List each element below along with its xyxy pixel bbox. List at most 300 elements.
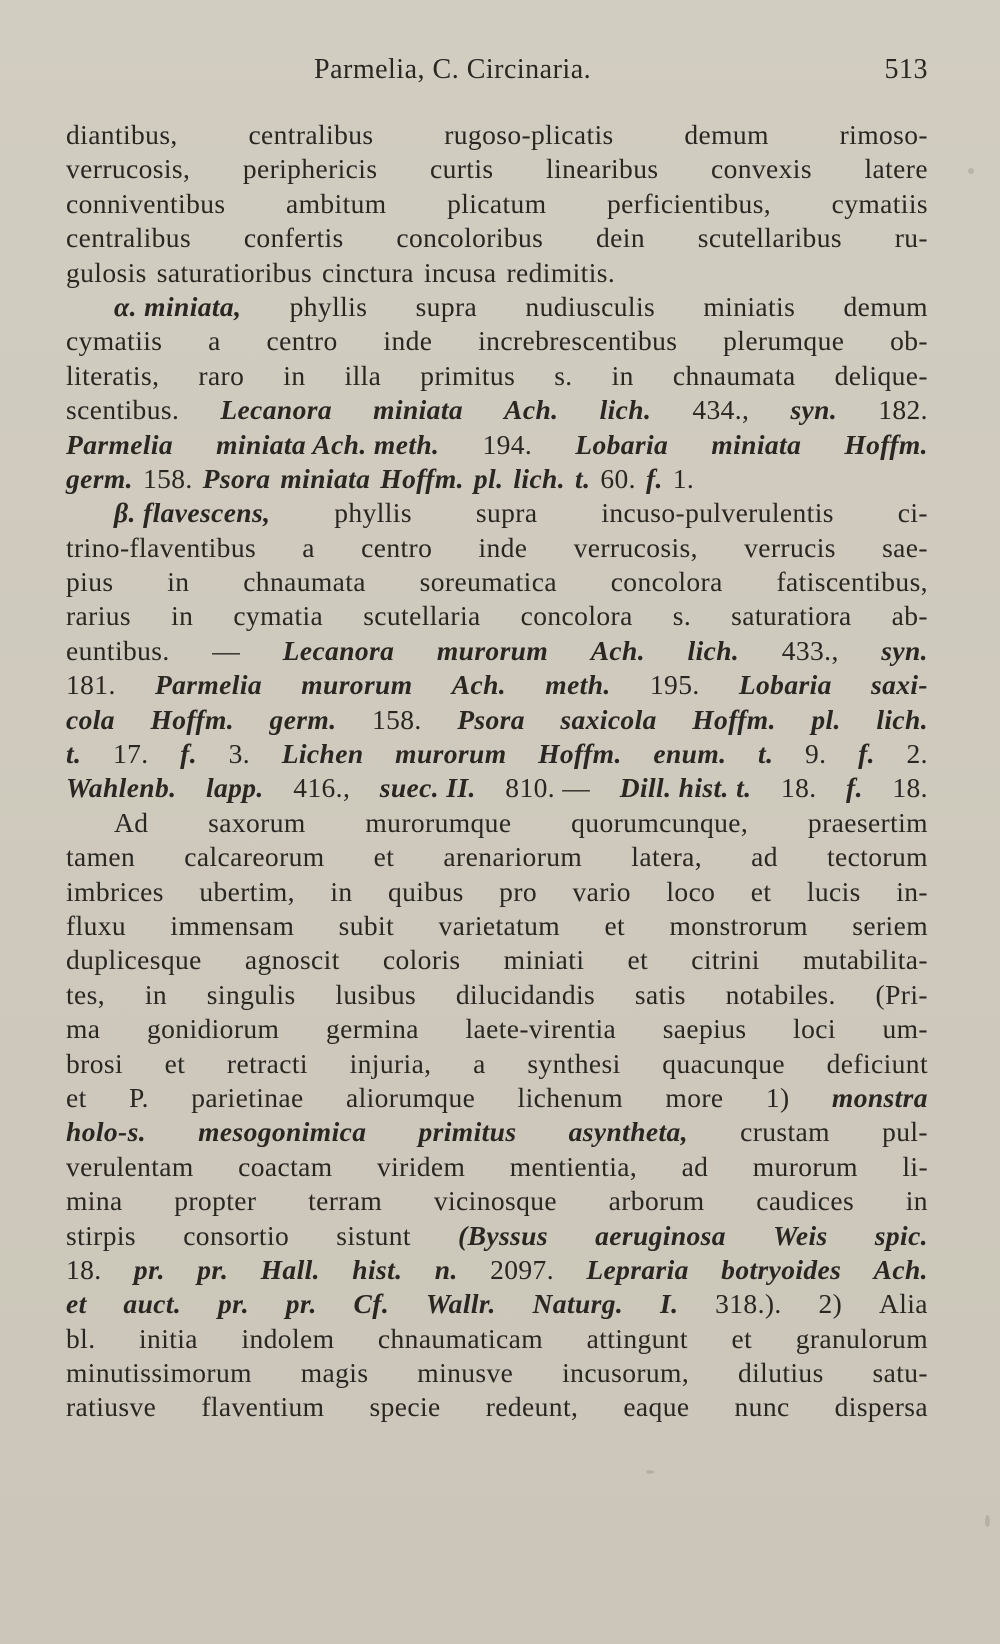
word: Lecanora [282,634,395,666]
word: in- [896,875,928,907]
word: citrini [691,944,760,976]
word: germina [325,1013,419,1045]
word: quacunque [662,1047,786,1079]
word: verrucosis, [66,153,191,185]
word: Hoffm. [150,703,235,735]
word: — [212,634,241,666]
word: 2) [818,1288,843,1320]
word: incusa [423,256,497,288]
word: vario [572,875,631,907]
word: primitus [418,1116,517,1148]
word: Weis [773,1219,828,1251]
word: Ach. [504,394,559,426]
word: convexis [710,153,812,185]
word: centro [361,531,433,563]
word: pl. [473,462,504,494]
word: tectorum [826,841,928,873]
word: Ach. [451,669,507,701]
word: I. [659,1288,679,1320]
word: t. [575,462,591,494]
word: et [66,1081,87,1113]
word: phyllis [334,497,412,529]
word: Psora [457,703,525,735]
word: in [283,359,306,391]
word: miniata [373,394,464,426]
word: scentibus. [66,394,180,426]
word: Hoffm. [844,428,928,460]
word: flaventium [201,1391,325,1423]
word: singulis [206,978,296,1010]
text-line [66,771,928,805]
word: sae- [882,531,928,563]
word: germ. [269,703,337,735]
text-line [66,290,928,324]
word: t. [758,738,774,770]
word: pr. [197,1253,229,1285]
text-line [66,634,928,668]
running-title: Parmelia, C. Circinaria. [314,54,592,85]
word: Wahlenb. [66,772,177,804]
word: et [731,1322,753,1354]
word: in [167,566,190,598]
text-line [66,152,928,186]
word: subit [338,909,395,941]
paper-spot [985,1515,990,1527]
text-line [66,978,928,1012]
word: specie [369,1391,441,1423]
word: aeruginosa [595,1219,726,1251]
text-line [66,1253,928,1287]
text-line [66,393,928,427]
word: quorumcunque, [571,806,749,838]
word: suec. II. [379,772,476,804]
word: delique- [834,359,928,391]
word: Hoffm. [538,738,622,770]
word: curtis [429,153,494,185]
word: in [611,359,634,391]
paper-spot [646,1470,654,1474]
word: retracti [226,1047,308,1079]
word: deficiunt [826,1047,928,1079]
text-line [66,324,928,358]
text-line [66,909,928,943]
word: lucis [806,875,861,907]
word: syn. [790,394,838,426]
word: satis [634,978,686,1010]
word: arborum [608,1185,705,1217]
word: dilucidandis [455,978,596,1010]
word: ma [66,1013,101,1045]
word: redimitis. [506,256,616,288]
text-line [66,1150,928,1184]
word: syn. [881,634,928,666]
word: Alia [878,1288,928,1320]
word: et [604,909,626,941]
word: holo-s. [66,1116,146,1148]
word: cymatiis [831,187,928,219]
text-line [66,737,928,771]
word: incusorum, [562,1357,690,1389]
word: plicatum [447,187,547,219]
word: rimoso- [839,119,928,150]
word: cinctura [322,256,414,288]
word: murorum [395,738,507,770]
word: pro [499,875,538,907]
word: in [144,978,168,1010]
word: 182. [878,394,928,426]
word: f. [645,462,663,494]
word: minusve [417,1357,514,1389]
word: in [330,875,353,907]
word: verrucosis, [573,531,698,563]
word: chnaumaticam [377,1322,544,1354]
word: literatis, [66,359,160,391]
word: viridem [376,1150,466,1182]
word: 2. [906,738,928,770]
word: 318.). [715,1288,782,1320]
word: coactam [238,1150,333,1182]
word: 810. — [505,772,591,804]
text-line [66,599,928,633]
word: ambitum [286,187,387,219]
text-line [66,1287,928,1321]
word: fluxu [66,909,127,941]
word: phyllis [289,290,368,322]
word: Lobaria [575,428,669,460]
running-header [66,50,928,94]
word: Parmelia [66,428,174,460]
word: lich. [687,634,740,666]
word: praesertim [807,806,928,838]
word: Wallr. [425,1288,496,1320]
text-line [66,1356,928,1390]
text-line [66,187,928,221]
word: brosi [66,1047,123,1079]
word: monstrorum [669,909,808,941]
word: plerumque [723,325,845,357]
word: miniatis [703,290,796,322]
word: lich. [513,462,566,494]
word: lich. [599,394,652,426]
word: murorumque [365,806,512,838]
word: crustam [740,1116,830,1148]
word: dispersa [834,1391,928,1423]
word: fatiscentibus, [776,566,928,598]
word: Hoffm. [692,703,776,735]
word: latere [864,153,928,185]
word: miniata Ach. meth. [216,428,440,460]
word: supra [475,497,538,529]
word: imbrices [66,875,164,907]
word: loco [666,875,716,907]
word: linearibus [546,153,659,185]
word: 194. [482,428,533,460]
word: scutellaria [363,600,481,632]
word: ad [681,1150,709,1182]
word: caudices [756,1185,855,1217]
word: nudiusculis [525,290,656,322]
word: concolora [610,566,723,598]
word: et [627,944,649,976]
word: mesogonimica [198,1116,367,1148]
word: n. [434,1253,458,1285]
word: quibus [388,875,464,907]
word: verrucis [744,531,836,563]
word: saepius [662,1013,747,1045]
word: 2097. [490,1253,554,1285]
word: li- [902,1150,928,1182]
word: pr. [133,1253,165,1285]
word: lichenum [517,1081,624,1113]
text-line [66,1012,928,1046]
word: f. [846,772,863,804]
word: murorum [752,1150,858,1182]
word: 3. [228,738,251,770]
word: euntibus. [66,634,170,666]
word: gonidiorum [147,1013,280,1045]
word: initia [139,1322,198,1354]
word: pr. [285,1288,317,1320]
word: 18. [892,772,928,804]
word: terram [308,1185,383,1217]
text-line [66,496,928,530]
word: vicinosque [433,1185,558,1217]
word: supra [415,290,478,322]
word: synthesi [527,1047,621,1079]
word: mentientia, [509,1150,638,1182]
word: ad [751,841,778,873]
word: spic. [874,1219,928,1251]
word: injuria, [349,1047,432,1079]
word: parietinae [191,1081,304,1113]
word: saturatiora [731,600,852,632]
word: Ad [114,806,149,838]
word: saxicola [560,703,657,735]
word: Lecanora [220,394,332,426]
word: 195. [649,669,700,701]
word: latera, [631,841,703,873]
word: chnaumata [243,566,366,598]
word: ru- [894,222,928,254]
word: enum. [653,738,727,770]
word: laete-virentia [465,1013,617,1045]
word: 1) [765,1081,790,1113]
word: 434., [692,394,750,426]
text-line [66,1115,928,1149]
word: illa [344,359,382,391]
word: centro [266,325,338,357]
word: 9. [805,738,827,770]
word: satu- [872,1357,928,1389]
word: a [473,1047,486,1079]
text-line [66,462,928,496]
word: perficientibus, [607,187,772,219]
word: tes, [66,978,106,1010]
word: centralibus [66,222,192,254]
word: t. [66,738,82,770]
text-line [66,840,928,874]
word: hist. [352,1253,403,1285]
word: Dill. hist. t. [619,772,752,804]
word: lapp. [205,772,264,804]
word: cymatiis [66,325,163,357]
word: saxorum [208,806,306,838]
word: rarius [66,600,132,632]
word: cymatia [233,600,324,632]
word: (Pri- [875,978,928,1010]
text-line [66,565,928,599]
word: pl. [811,703,841,735]
word: Lichen [281,738,364,770]
word: et [750,875,772,907]
text-line [66,256,928,290]
word: indolem [241,1322,335,1354]
word: trino-flaventibus [66,531,257,563]
text-line [66,1390,928,1424]
word: calcareorum [184,841,325,873]
word: immensam [170,909,295,941]
text-line [66,875,928,909]
word: duplicesque [66,944,202,976]
text-line [66,1081,928,1115]
word: propter [174,1185,257,1217]
word: lich. [876,703,928,735]
word: eaque [623,1391,690,1423]
word: arenariorum [443,841,583,873]
word: loci [793,1013,836,1045]
word: saturatioribus [156,256,313,288]
text-line [66,668,928,702]
word: ubertim, [199,875,295,907]
word: dilutius [737,1357,824,1389]
word: mutabilita- [802,944,928,976]
word: attingunt [586,1322,688,1354]
word: murorum [301,669,413,701]
word: increbrescentibus [478,325,678,357]
word: minutissimorum [66,1357,252,1389]
word: Cf. [353,1288,390,1320]
word: et [164,1047,186,1079]
word: (Byssus [458,1219,548,1251]
word: soreumatica [419,566,557,598]
word: Hall. [260,1253,320,1285]
word: incuso-pulverulentis [601,497,834,529]
word: ci- [897,497,928,529]
word: Naturg. [532,1288,624,1320]
word: auct. [123,1288,182,1320]
text-line [66,359,928,393]
word: Ach. [590,634,646,666]
word: pr. [217,1288,249,1320]
word: dein [596,222,645,254]
text-line [66,703,928,737]
word: stirpis [66,1219,137,1251]
word: s. [672,600,692,632]
word: conniventibus [66,187,226,219]
text-line [66,1184,928,1218]
word: cola [66,703,115,735]
word: 17. [112,738,149,770]
word: a [208,325,221,357]
word: concolora [520,600,633,632]
word: diantibus, [66,119,178,150]
word: f. [180,738,197,770]
word: demum [843,290,928,322]
word: confertis [243,222,344,254]
word: scutellaribus [697,222,842,254]
word: in [905,1185,928,1217]
word: redeunt, [485,1391,579,1423]
word: 60. [600,462,636,494]
word: inde [478,531,528,563]
word: Hoffm. [380,462,464,494]
word: Psora [202,462,271,494]
word: s. [554,359,573,391]
word: gulosis [66,256,147,288]
text-line [66,221,928,255]
word: miniati [503,944,585,976]
word: sistunt [336,1219,411,1251]
word: more [665,1081,724,1113]
word: 416., [293,772,351,804]
word: Ach. [873,1253,928,1285]
word: ab- [891,600,928,632]
paper-spot [968,168,974,174]
word: um- [882,1013,928,1045]
word: notabiles. [725,978,836,1010]
word: granulorum [795,1322,928,1354]
text-line [66,531,928,565]
word: rugoso-plicatis [444,119,614,150]
word: centralibus [248,119,374,150]
word: Lepraria [586,1253,689,1285]
word: 18. [780,772,817,804]
word: P. [128,1081,149,1113]
word: 158. [142,462,193,494]
word: periphericis [242,153,378,185]
word: nunc [734,1391,790,1423]
word: in [171,600,194,632]
word: demum [684,119,769,150]
word: murorum [436,634,549,666]
word: mina [66,1185,123,1217]
word: bl. [66,1322,96,1354]
word: 181. [66,669,116,701]
word: agnoscit [244,944,340,976]
word: a [302,531,315,563]
word: ob- [890,325,928,357]
word: varietatum [438,909,561,941]
word: ratiusve [66,1391,157,1423]
word: 433., [781,634,839,666]
word: Lobaria [738,669,832,701]
word: α. miniata, [114,290,242,322]
word: monstra [831,1081,928,1113]
word: miniata [711,428,802,460]
word: aliorumque [345,1081,476,1113]
text-line [66,428,928,462]
word: asyntheta, [568,1116,688,1148]
word: chnaumata [672,359,796,391]
text-line [66,943,928,977]
word: coloris [382,944,461,976]
word: meth. [545,669,611,701]
word: et [66,1288,87,1320]
word: germ. [66,462,133,494]
text-line [66,1047,928,1081]
word: 1. [672,462,695,494]
word: β. flavescens, [114,497,271,529]
